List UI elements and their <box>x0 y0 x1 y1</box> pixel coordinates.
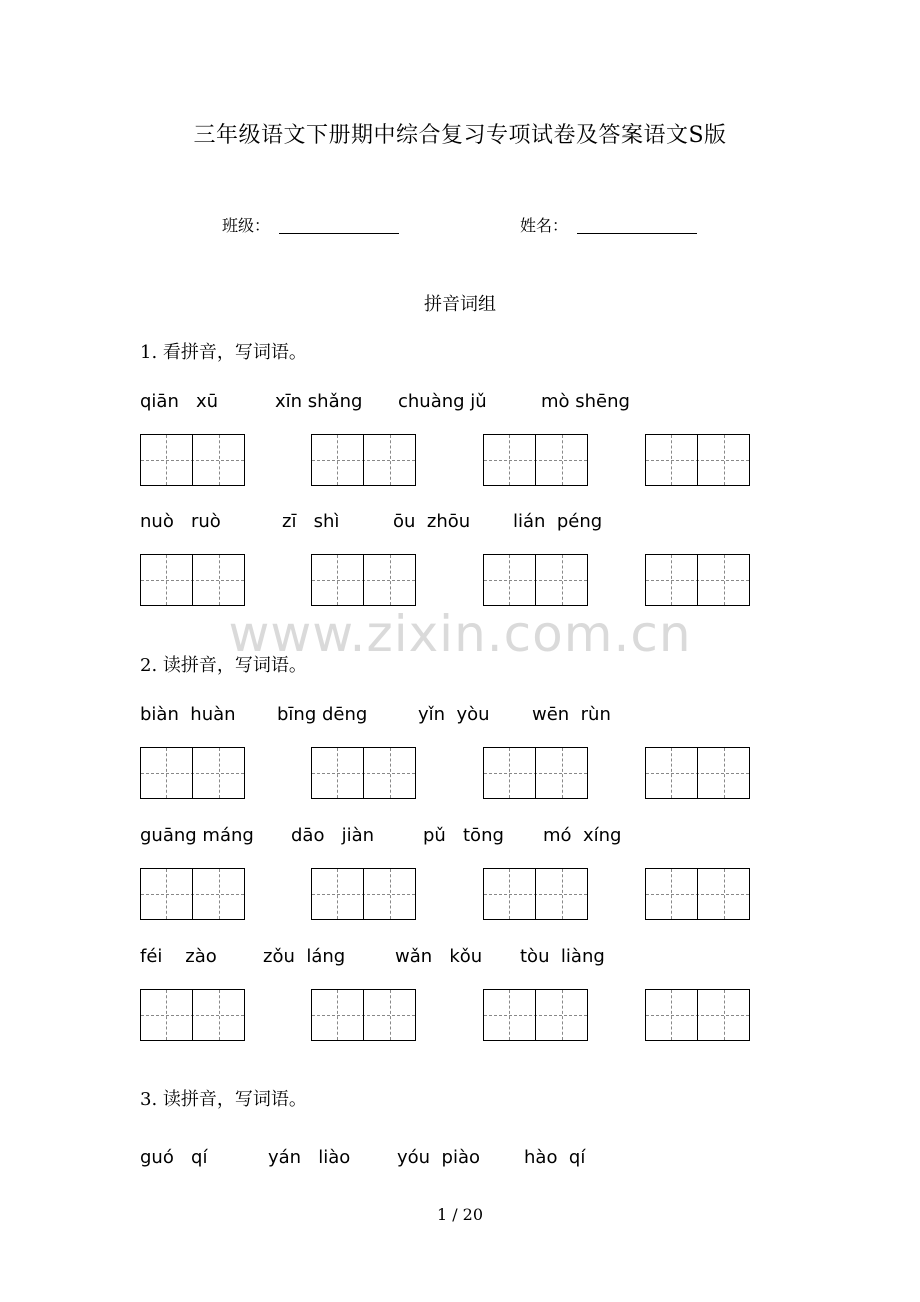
name-label: 姓名： <box>520 216 569 235</box>
question-1-title: 1. 看拼音，写词语。 <box>140 342 307 363</box>
pinyin-q1-r1-1: qiān xū <box>140 391 219 412</box>
class-blank-line <box>279 233 399 234</box>
writing-grid[interactable] <box>140 989 245 1041</box>
class-label: 班级： <box>222 216 271 235</box>
pinyin-q1-r2-3: ōu zhōu <box>393 511 471 532</box>
writing-grid[interactable] <box>140 868 245 920</box>
writing-grid[interactable] <box>311 989 416 1041</box>
pinyin-q3-r1-2: yán liào <box>268 1147 351 1168</box>
pinyin-q2-r3-1: féi zào <box>140 946 217 967</box>
pinyin-q2-r3-3: wǎn kǒu <box>395 946 483 967</box>
pinyin-q2-r3-4: tòu liàng <box>520 946 605 967</box>
pinyin-q2-r2-2: dāo jiàn <box>291 825 375 846</box>
pinyin-q2-r1-1: biàn huàn <box>140 704 236 725</box>
name-blank-line <box>577 233 697 234</box>
writing-grid[interactable] <box>311 868 416 920</box>
watermark: www.zixin.com.cn <box>228 605 692 663</box>
pinyin-q1-r1-2: xīn shǎng <box>275 391 363 412</box>
pinyin-q2-r2-3: pǔ tōng <box>423 825 504 846</box>
writing-grid[interactable] <box>483 747 588 799</box>
pinyin-q1-r1-3: chuàng jǔ <box>398 391 487 412</box>
writing-grid[interactable] <box>645 868 750 920</box>
writing-grid[interactable] <box>483 868 588 920</box>
pinyin-q3-r1-4: hào qí <box>524 1147 586 1168</box>
writing-grid[interactable] <box>140 434 245 486</box>
pinyin-q2-r1-2: bīng dēng <box>277 704 368 725</box>
writing-grid[interactable] <box>311 434 416 486</box>
writing-grid[interactable] <box>483 989 588 1041</box>
pinyin-q1-r2-2: zī shì <box>282 511 340 532</box>
pinyin-q1-r2-1: nuò ruò <box>140 511 221 532</box>
writing-grid[interactable] <box>483 554 588 606</box>
section-title: 拼音词组 <box>424 294 496 315</box>
pinyin-q3-r1-3: yóu piào <box>397 1147 480 1168</box>
writing-grid[interactable] <box>311 554 416 606</box>
writing-grid[interactable] <box>311 747 416 799</box>
writing-grid[interactable] <box>645 747 750 799</box>
writing-grid[interactable] <box>483 434 588 486</box>
question-3-title: 3. 读拼音，写词语。 <box>140 1089 307 1110</box>
pinyin-q3-r1-1: guó qí <box>140 1147 208 1168</box>
writing-grid[interactable] <box>645 554 750 606</box>
writing-grid[interactable] <box>645 434 750 486</box>
pinyin-q2-r1-3: yǐn yòu <box>418 704 490 725</box>
writing-grid[interactable] <box>140 554 245 606</box>
pinyin-q2-r2-1: guāng máng <box>140 825 254 846</box>
document-title: 三年级语文下册期中综合复习专项试卷及答案语文S版 <box>193 123 727 148</box>
pinyin-q1-r1-4: mò shēng <box>541 391 630 412</box>
pinyin-q2-r2-4: mó xíng <box>543 825 622 846</box>
pinyin-q2-r1-4: wēn rùn <box>532 704 611 725</box>
writing-grid[interactable] <box>645 989 750 1041</box>
page-number: 1 / 20 <box>436 1205 484 1224</box>
writing-grid[interactable] <box>140 747 245 799</box>
question-2-title: 2. 读拼音，写词语。 <box>140 655 307 676</box>
pinyin-q1-r2-4: lián péng <box>513 511 603 532</box>
pinyin-q2-r3-2: zǒu láng <box>263 946 346 967</box>
